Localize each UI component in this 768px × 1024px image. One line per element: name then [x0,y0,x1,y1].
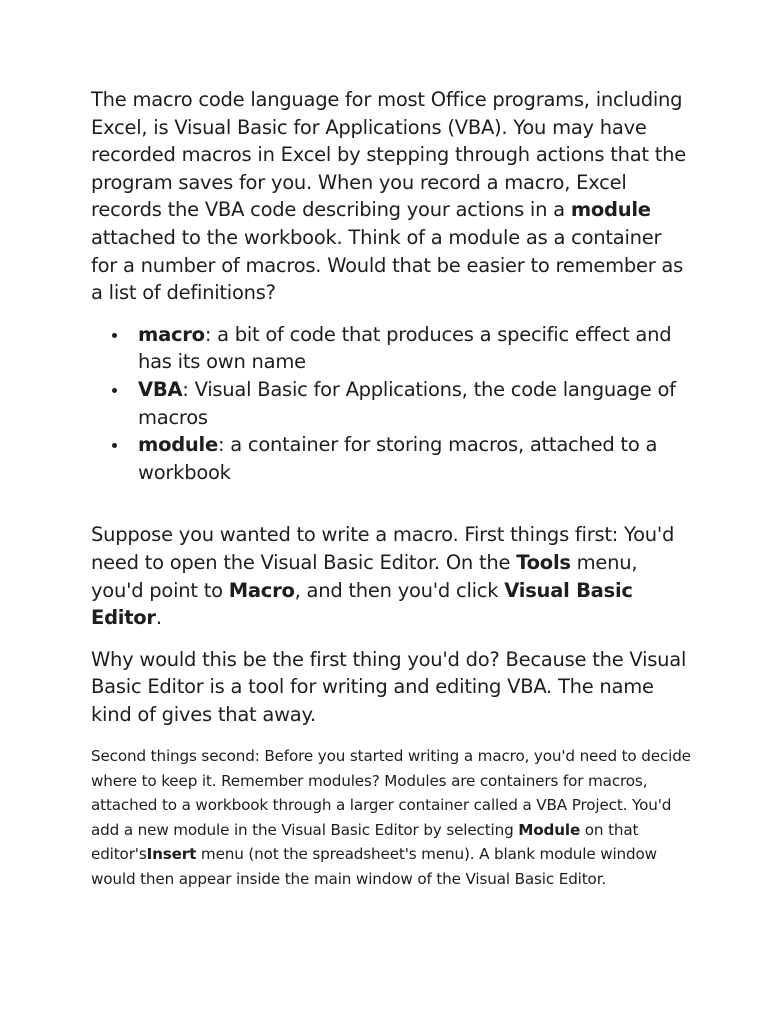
vbe-term: Visual Basic Editor [91,578,633,630]
macro-term: Macro [228,578,295,602]
open-editor-text-3: , and then you'd click [294,578,505,602]
second-paragraph [91,744,691,891]
bullet-icon [112,443,117,448]
document-body [91,86,691,891]
definition-item-macro [91,321,691,376]
module-term: module [570,198,651,222]
definitions-list [91,321,691,487]
definition-term: VBA [138,377,183,401]
insert-term: Insert [146,845,197,864]
tools-term: Tools [516,550,571,574]
definition-item-vba [91,376,691,431]
definition-text: : a container for storing macros, attached to a workbook [138,433,658,484]
bullet-icon [112,333,117,338]
second-text-1: Second things second: Before you started writing a macro, you'd need to decide where to keep it. Remember modules? Modules are containers for macros, attached to a workbook through a larger container called a VBA Project. You'd add a new module in the Visual Basic Editor by selecting [91,747,691,839]
module-term-2: Module [518,820,581,839]
intro-text-2: attached to the workbook. Think of a module as a container for a number of macros. Would that be easier to remember as a list of definitions? [91,225,684,305]
definition-term: macro [138,322,205,346]
intro-text-1: The macro code language for most Office programs, including Excel, is Visual Basic for Applications (VBA). You may have recorded macros in Excel by stepping through actions that the program saves for you. When you record a macro, Excel records the VBA code describing your actions in a [91,88,687,222]
open-editor-text-2: menu, you'd point to [91,550,638,602]
second-text-2: on that editor's [91,820,639,864]
why-paragraph: Why would this be the first thing you'd do? Because the Visual Basic Editor is a tool for writing and editing VBA. The name kind of gives that away. [91,647,687,726]
open-editor-text-4: . [155,606,162,630]
open-editor-paragraph [91,521,691,631]
bullet-icon [112,388,117,393]
definition-item-module [91,431,691,486]
open-editor-text-1: Suppose you wanted to write a macro. First things first: You'd need to open the Visual Basic Editor. On the [91,523,675,574]
definition-text: : Visual Basic for Applications, the code language of macros [138,377,676,429]
second-text-3: menu (not the spreadsheet's menu). A blank module window would then appear inside the main window of the Visual Basic Editor. [91,845,657,888]
intro-paragraph [91,86,691,307]
definition-text: : a bit of code that produces a specific effect and has its own name [138,322,672,374]
definition-term: module [138,433,218,457]
